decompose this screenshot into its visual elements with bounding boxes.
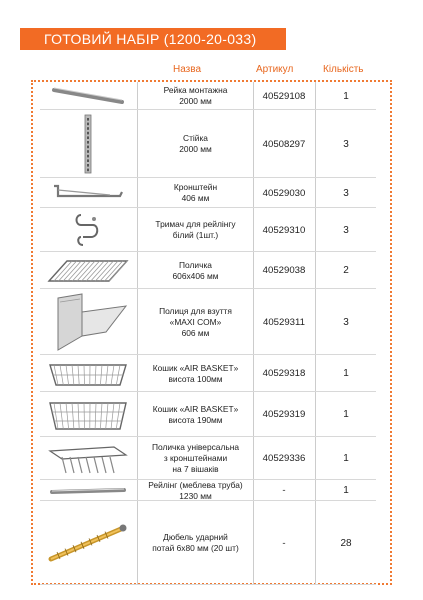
page-title: ГОТОВИЙ НАБІР (1200-20-033): [44, 31, 257, 47]
table-row: [40, 392, 385, 437]
hanger-holder-icon: [40, 208, 135, 252]
title-banner: [20, 28, 286, 50]
item-name-line: білий (1шт.): [172, 230, 219, 240]
item-quantity: 1: [343, 409, 349, 420]
item-name-line: Стійка: [183, 133, 208, 143]
item-name-line: Кошик «AIR BASKET»: [152, 403, 239, 414]
header-quantity: Кількість: [323, 64, 364, 75]
item-name: [138, 437, 253, 480]
table-row: [40, 501, 385, 585]
item-quantity: 2: [343, 265, 349, 276]
item-name-line: Рейлінг (меблева труба): [148, 479, 243, 490]
item-article: -: [282, 485, 286, 496]
item-name-line: Поличка: [179, 259, 212, 270]
table-row: [40, 355, 385, 392]
item-name-line: 606х406 мм: [172, 270, 219, 281]
item-name-line: на 7 вішаків: [172, 464, 219, 474]
row-divider: [40, 584, 376, 585]
item-name-line: 406 мм: [181, 193, 210, 203]
item-name-line: 1230 мм: [179, 490, 212, 501]
item-name-line: 2000 мм: [179, 144, 212, 154]
table-row: [40, 289, 385, 355]
item-name-line: Кронштейн: [173, 182, 218, 192]
item-name-line: висота 190мм: [168, 414, 223, 425]
item-name-line: Поличка універсальна: [152, 442, 239, 452]
item-name-line: Дюбель ударний: [163, 532, 228, 542]
item-quantity: 3: [343, 187, 349, 199]
table-row: [40, 437, 385, 480]
shoe-shelf-icon: [40, 289, 135, 355]
item-article: 40529319: [262, 409, 306, 420]
item-article: 40529311: [263, 316, 305, 328]
item-article: 40529336: [262, 453, 306, 464]
item-article: 40529318: [262, 368, 306, 379]
bracket-icon: [40, 178, 135, 208]
item-quantity: 1: [343, 453, 349, 464]
item-name: [138, 289, 253, 355]
item-name-line: висота 100мм: [168, 373, 223, 384]
table-row: [40, 178, 385, 208]
item-quantity: 3: [343, 224, 349, 236]
item-article: 40529310: [262, 224, 306, 236]
tube-icon: [40, 480, 135, 501]
item-name-line: Полиця для взуття: [159, 305, 232, 316]
item-name: [138, 208, 253, 252]
item-name-line: потай 6х80 мм (20 шт): [152, 543, 239, 553]
upright-icon: [40, 110, 135, 178]
item-quantity: 3: [343, 138, 349, 150]
basket-deep-icon: [40, 392, 135, 437]
table-row: [40, 480, 385, 501]
header-article: Артикул: [256, 64, 294, 75]
item-name-line: Тримач для рейлінгу: [155, 219, 236, 229]
table-row: [40, 110, 385, 178]
item-name-line: 2000 мм: [179, 96, 212, 106]
item-name: [138, 178, 253, 208]
basket-icon: [40, 355, 135, 392]
wire-shelf-icon: [40, 252, 135, 289]
table-row: [40, 82, 385, 110]
item-name: [138, 501, 253, 585]
item-quantity: 3: [343, 316, 349, 328]
item-quantity: 1: [343, 368, 349, 379]
item-name: [138, 110, 253, 178]
item-article: 40529108: [262, 90, 306, 102]
item-name-line: з кронштейнами: [163, 453, 228, 463]
item-article: 40529030: [262, 187, 306, 199]
item-quantity: 28: [340, 537, 352, 549]
item-article: 40508297: [262, 138, 306, 150]
item-name-line: Рейка монтажна: [163, 85, 228, 95]
item-article: -: [282, 537, 286, 549]
item-name: [138, 392, 253, 437]
item-name: [138, 252, 253, 289]
item-quantity: 1: [343, 485, 349, 496]
item-name-line: 606 мм: [181, 327, 210, 338]
table-row: [40, 252, 385, 289]
rail-icon: [40, 82, 135, 110]
item-name: [138, 480, 253, 501]
item-name: [138, 355, 253, 392]
item-name: [138, 82, 253, 110]
dowel-icon: [40, 501, 135, 585]
item-article: 40529038: [262, 265, 306, 276]
item-name-line: Кошик «AIR BASKET»: [152, 362, 239, 373]
pull-out-hanger-icon: [40, 437, 135, 480]
item-name-line: «MAXI COM»: [169, 316, 222, 327]
header-name: Назва: [173, 64, 202, 75]
table-row: [40, 208, 385, 252]
item-quantity: 1: [343, 90, 349, 102]
